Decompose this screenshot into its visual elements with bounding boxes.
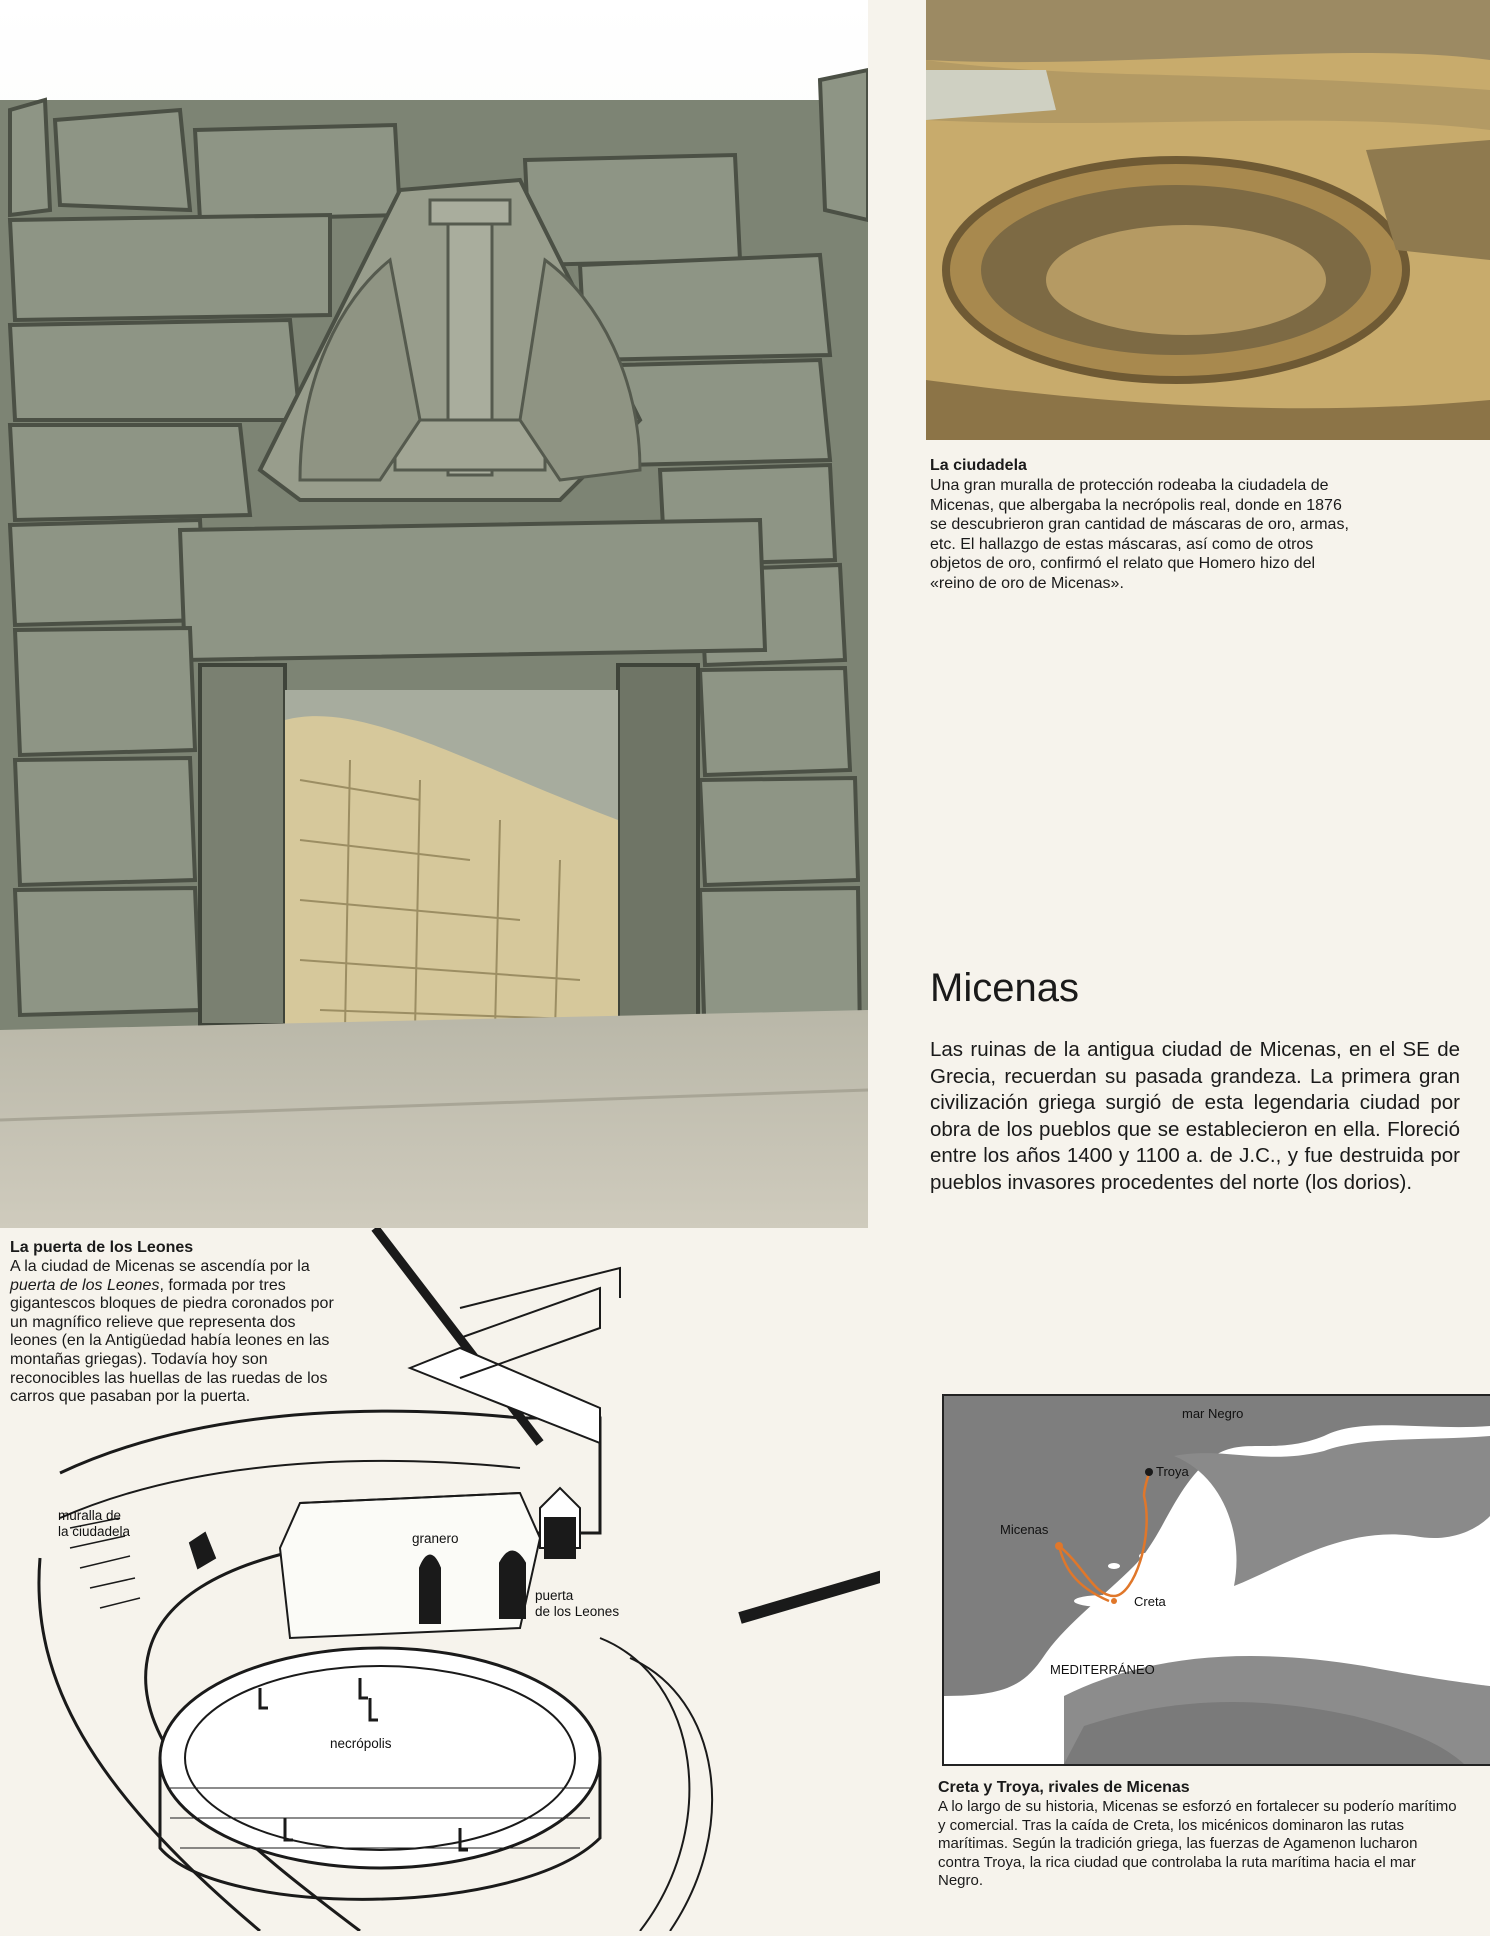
map-label-mycenae: Micenas [1000, 1522, 1049, 1537]
lion-gate-photo [0, 0, 868, 1228]
lion-gate-text-italic: puerta de los Leones [10, 1276, 160, 1294]
map-label-crete: Creta [1134, 1594, 1166, 1609]
lion-gate-text-part: A la ciudad de Micenas se ascendía por la [10, 1258, 310, 1275]
lion-gate-illustration [0, 0, 868, 1228]
intro-paragraph: Las ruinas de la antigua ciudad de Micenas, en el SE de Grecia, recuerdan su pasada grandeza. La primera gran civilización griega surgió de esta legendaria ciudad por obra de los pueblos que se establecieron en ella. Floreció entre los años 1400 y 1100 a. de J.C., y fue destruida por pueblos invasores procedentes del norte (los dorios). [930, 1038, 1460, 1194]
trade-caption-title: Creta y Troya, rivales de Micenas [938, 1779, 1190, 1796]
lion-gate-caption-title: La puerta de los Leones [10, 1239, 194, 1256]
trade-caption [938, 1778, 1458, 1891]
gate-label [535, 1588, 619, 1620]
citadel-illustration [926, 0, 1490, 440]
necropolis-label: necrópolis [330, 1736, 392, 1751]
gate-label-line: de los Leones [535, 1604, 620, 1619]
citadel-caption-title: La ciudadela [930, 457, 1027, 474]
wall-label [58, 1508, 130, 1540]
citadel-caption-text: Una gran muralla de protección rodeaba la ciudadela de Micenas, que albergaba la necrópolis real, donde en 1876 se descubrieron gran cantidad de máscaras de oro, armas, etc. El hallazgo de estas máscaras, así como de otros objetos de oro, confirmó el relato que Homero hizo del «reino de oro de Micenas». [930, 477, 1349, 592]
wall-label-line: muralla de [58, 1508, 122, 1523]
wall-label-line: la ciudadela [58, 1524, 131, 1539]
map-label-troy: Troya [1156, 1464, 1189, 1479]
granary-label: granero [412, 1531, 459, 1546]
citadel-caption [930, 456, 1350, 593]
aegean-map [942, 1394, 1490, 1766]
trade-caption-text: A lo largo de su historia, Micenas se esforzó en fortalecer su poderío marítimo y comercial. Tras la caída de Creta, los micénicos dominaron las rutas marítimas. Según la tradición griega, las fuerzas de Agamenon lucharon contra Troya, la rica ciudad que controlaba la ruta marítima hacia el mar Negro. [938, 1798, 1457, 1890]
page-title: Micenas [930, 966, 1079, 1010]
gate-label-line: puerta [535, 1588, 574, 1603]
citadel-line-drawing [0, 1228, 880, 1931]
map-label-mediterranean: MEDITERRÁNEO [1050, 1662, 1155, 1677]
map-label-black-sea: mar Negro [1182, 1406, 1244, 1421]
map-illustration [944, 1396, 1490, 1764]
citadel-cutaway-drawing [0, 1228, 880, 1931]
lion-gate-text-part: , formada por tres gigantescos bloques de piedra coronados por un magnífico relieve que representa dos leones (en la Antigüedad había leones en las montañas griegas). Todavía hoy son reconocibles las huellas de las ruedas de los carros que pasaban por la puerta. [10, 1276, 334, 1406]
citadel-aerial-photo [926, 0, 1490, 440]
